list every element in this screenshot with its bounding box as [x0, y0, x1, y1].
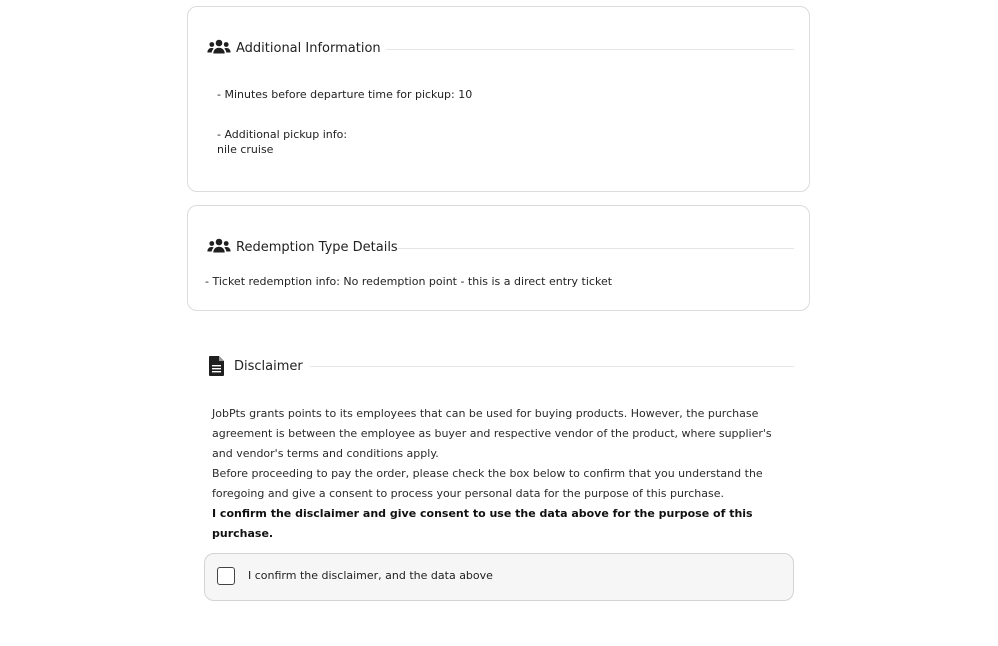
- redemption-title: Redemption Type Details: [236, 239, 398, 255]
- confirm-checkbox[interactable]: [217, 567, 235, 585]
- section-divider: [386, 49, 794, 50]
- redemption-header: [207, 237, 398, 257]
- redemption-card: [187, 205, 810, 311]
- disclaimer-paragraph: Before proceeding to pay the order, please check the box below to confirm that you understand the foregoing and give a consent to process your personal data for the purpose of this purchase.: [212, 467, 763, 500]
- pickup-info-label: - Additional pickup info:: [217, 128, 348, 141]
- confirm-checkbox-label[interactable]: I confirm the disclaimer, and the data above: [248, 569, 493, 582]
- ticket-redemption-text: - Ticket redemption info: No redemption point - this is a direct entry ticket: [205, 275, 613, 288]
- confirm-disclaimer-option[interactable]: [204, 553, 794, 601]
- pickup-minutes-text: - Minutes before departure time for pickup: 10: [217, 88, 473, 101]
- users-icon: [207, 237, 231, 257]
- disclaimer-body: [212, 404, 787, 544]
- pickup-info-value: nile cruise: [217, 143, 274, 156]
- document-icon: [208, 356, 226, 376]
- disclaimer-paragraph: JobPts grants points to its employees that can be used for buying products. However, the purchase agreement is between the employee as buyer and respective vendor of the product, where supplier's and vendor's terms and conditions apply.: [212, 407, 772, 460]
- disclaimer-title: Disclaimer: [234, 358, 303, 374]
- additional-info-header: [207, 38, 381, 58]
- users-icon: [207, 38, 231, 58]
- disclaimer-consent-statement: I confirm the disclaimer and give consent to use the data above for the purpose of this purchase.: [212, 507, 753, 540]
- section-divider: [398, 248, 794, 249]
- disclaimer-header: [208, 356, 303, 376]
- section-divider: [310, 366, 794, 367]
- additional-info-title: Additional Information: [236, 40, 381, 56]
